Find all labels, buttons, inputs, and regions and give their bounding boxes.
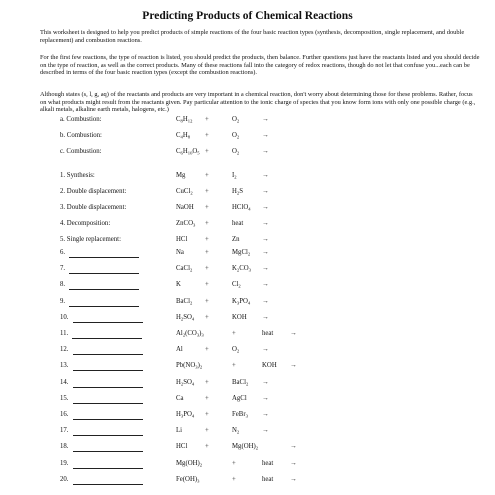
answer-blank[interactable] [73,363,143,371]
plus-sign: + [205,281,209,288]
reaction-type-label: 2. Double displacement: [60,188,127,195]
reactant-1: $H_3PO_4$ [176,411,195,419]
answer-blank[interactable] [73,461,143,469]
question-label [60,394,143,404]
question-label [60,459,143,469]
untyped-reaction-row [0,475,495,485]
question-label [60,264,139,274]
arrow-symbol: → [262,427,269,434]
arrow-symbol: → [290,460,297,467]
untyped-reaction-row [0,410,495,420]
reaction-type-label: 5. Single replacement: [60,236,121,243]
untyped-reaction-row [0,345,495,355]
plus-sign: + [205,204,209,211]
plus-sign: + [232,362,236,369]
reactant-2: $I_2$ [232,172,237,180]
arrow-symbol: → [262,411,269,418]
question-label [60,313,143,323]
plus-sign: + [205,265,209,272]
plus-sign: + [205,172,209,179]
reactant-1: $C_8H_{12}$ [176,116,193,124]
untyped-reaction-row [0,329,495,339]
plus-sign: + [232,476,236,483]
reactant-1: Na [176,249,184,256]
question-number: 8. [60,281,66,288]
plus-sign: + [205,249,209,256]
plus-sign: + [205,220,209,227]
typed-reaction-row [0,203,495,213]
reactant-2: $K_3PO_4$ [232,298,251,306]
plus-sign: + [232,460,236,467]
plus-sign: + [232,330,236,337]
reaction-type-label: a. Combustion: [60,116,102,123]
untyped-reaction-row [0,378,495,388]
reactant-1: HCl [176,236,188,243]
answer-blank[interactable] [69,299,139,307]
untyped-reaction-row [0,280,495,290]
reactant-1: $C_6H_{10}O_5$ [176,148,200,156]
reactant-2: BaCl$_2$ [232,379,249,387]
untyped-reaction-row [0,313,495,323]
question-label [60,475,143,485]
reactant-2: AgCl [232,395,247,402]
plus-sign: + [205,116,209,123]
reactant-1: $Fe(OH)_3$ [176,476,200,484]
answer-blank[interactable] [73,396,143,404]
reactant-2: $N_2$ [232,427,240,435]
reactant-2: $H_2S$ [232,188,243,196]
answer-blank[interactable] [73,412,143,420]
question-number: 17. [60,427,69,434]
plus-sign: + [205,379,209,386]
question-label [60,361,143,371]
question-label [60,378,143,388]
untyped-reaction-row [0,248,495,258]
question-number: 16. [60,411,69,418]
reactant-1: $Al_2(CO_3)_3$ [176,330,204,338]
combustion-row [0,131,495,141]
reactant-2: FeBr$_3$ [232,411,248,419]
question-label [60,345,143,355]
intro-paragraph-2: For the first few reactions, the type of reaction is listed, you should predict the products, then balance. Further questions just have the reactants listed and you should decide on the type of reaction, as well as the correct products. Many of these reactions fall into the category of redox reactions, though do not let that confuse you...each can be described in terms of the four basic reaction types (except the combustion reactions). [40,54,480,77]
intro-paragraph-1: This worksheet is designed to help you predict products of simple reactions of the four basic reaction types (synthesis, decomposition, single replacement, and double replacement) and combustion reactions. [40,29,465,44]
question-label [60,248,139,258]
reaction-type-label: c. Combustion: [60,148,102,155]
plus-sign: + [205,427,209,434]
reactant-2: $O_2$ [232,148,240,156]
arrow-symbol: → [262,236,269,243]
arrow-symbol: → [262,249,269,256]
reactant-1: K [176,281,181,288]
plus-sign: + [205,298,209,305]
reactant-1: CuCl$_2$ [176,188,193,196]
answer-blank[interactable] [73,347,143,355]
plus-sign: + [205,395,209,402]
reactant-2: MgCl$_2$ [232,249,251,257]
untyped-reaction-row [0,426,495,436]
plus-sign: + [205,188,209,195]
arrow-symbol: → [290,476,297,483]
untyped-reaction-row [0,264,495,274]
answer-blank[interactable] [72,331,142,339]
arrow-symbol: → [262,188,269,195]
reactant-1: $C_4H_8$ [176,132,191,140]
reactant-1: NaOH [176,204,194,211]
question-number: 11. [60,330,69,337]
arrow-symbol: → [262,346,269,353]
plus-sign: + [205,443,209,450]
answer-blank[interactable] [73,477,143,485]
reactant-2: heat [262,330,274,337]
reactant-2: $Cl_2$ [232,281,241,289]
question-number: 13. [60,362,69,369]
reactant-1: Li [176,427,183,434]
answer-blank[interactable] [73,444,143,452]
reactant-1: Mg [176,172,186,179]
reactant-1: ZnCO$_3$ [176,220,196,228]
arrow-symbol: → [262,379,269,386]
question-label [60,442,143,452]
question-label [60,426,143,436]
question-number: 19. [60,460,69,467]
arrow-symbol: → [262,314,269,321]
reactant-1: HCl [176,443,188,450]
reactant-1: $H_2SO_4$ [176,314,195,322]
reactant-1: $Pb(NO_3)_2$ [176,362,203,370]
answer-blank[interactable] [73,315,143,323]
typed-reaction-row [0,235,495,245]
reactant-1: BaCl$_2$ [176,298,193,306]
arrow-symbol: → [262,148,269,155]
reactant-2: Zn [232,236,240,243]
question-number: 12. [60,346,69,353]
arrow-symbol: → [262,204,269,211]
plus-sign: + [205,236,209,243]
reaction-type-label: 3. Double displacement: [60,204,127,211]
question-number: 20. [60,476,69,483]
question-label [60,280,139,290]
reaction-type-label: b. Combustion: [60,132,102,139]
answer-blank[interactable] [73,380,143,388]
answer-blank[interactable] [69,282,139,290]
typed-reaction-row [0,219,495,229]
reactant-2: $K_2CO_3$ [232,265,251,273]
untyped-reaction-row [0,297,495,307]
reactant-1: Ca [176,395,184,402]
reactant-2: $O_2$ [232,346,240,354]
reactant-2: heat [262,460,274,467]
reactant-2: heat [232,220,244,227]
reactant-1: Al [176,346,183,353]
reactant-1: $Mg(OH)_2$ [176,460,203,468]
answer-blank[interactable] [69,266,139,274]
reactant-2: $O_2$ [232,132,240,140]
reaction-type-label: 4. Decomposition: [60,220,111,227]
plus-sign: + [205,148,209,155]
reactant-2: $O_2$ [232,116,240,124]
answer-blank[interactable] [69,250,139,258]
reactant-2: heat [262,476,274,483]
reactant-1: CaCl$_2$ [176,265,193,273]
plus-sign: + [205,132,209,139]
plus-sign: + [205,314,209,321]
untyped-reaction-row [0,361,495,371]
intro-paragraph-3: Although states (s, l, g, aq) of the reactants and products are very important in a chemical reaction, don't worry about determining those for these problems. Rather, focus on what products might result from the reactants given. Pay particular attention to the ionic charge of species that you know form ions with only one possible charge (e.g., alkali metals, alkaline earth metals, halogens, etc.) [40,91,476,114]
arrow-symbol: → [262,116,269,123]
question-label [60,297,139,307]
reactant-2: $Mg(OH)_2$ [232,443,259,451]
arrow-symbol: → [262,265,269,272]
page-title: Predicting Products of Chemical Reactions [142,10,353,22]
untyped-reaction-row [0,394,495,404]
reactant-1: $H_2SO_4$ [176,379,195,387]
question-label [60,329,142,339]
question-number: 7. [60,265,66,272]
question-number: 14. [60,379,69,386]
combustion-row [0,147,495,157]
arrow-symbol: → [290,362,297,369]
answer-blank[interactable] [73,428,143,436]
question-number: 15. [60,395,69,402]
arrow-symbol: → [262,298,269,305]
plus-sign: + [205,346,209,353]
question-number: 6. [60,249,66,256]
combustion-row [0,115,495,125]
question-number: 9. [60,298,66,305]
arrow-symbol: → [262,220,269,227]
arrow-symbol: → [262,172,269,179]
question-label [60,410,143,420]
reactant-2: HClO$_4$ [232,204,251,212]
plus-sign: + [205,411,209,418]
reaction-type-label: 1. Synthesis: [60,172,95,179]
arrow-symbol: → [262,395,269,402]
question-number: 10. [60,314,69,321]
question-number: 18. [60,443,69,450]
typed-reaction-row [0,171,495,181]
untyped-reaction-row [0,442,495,452]
arrow-symbol: → [262,281,269,288]
reactant-2: KOH [232,314,247,321]
untyped-reaction-row [0,459,495,469]
typed-reaction-row [0,187,495,197]
arrow-symbol: → [262,132,269,139]
arrow-symbol: → [290,443,297,450]
reactant-2: KOH [262,362,277,369]
arrow-symbol: → [290,330,297,337]
